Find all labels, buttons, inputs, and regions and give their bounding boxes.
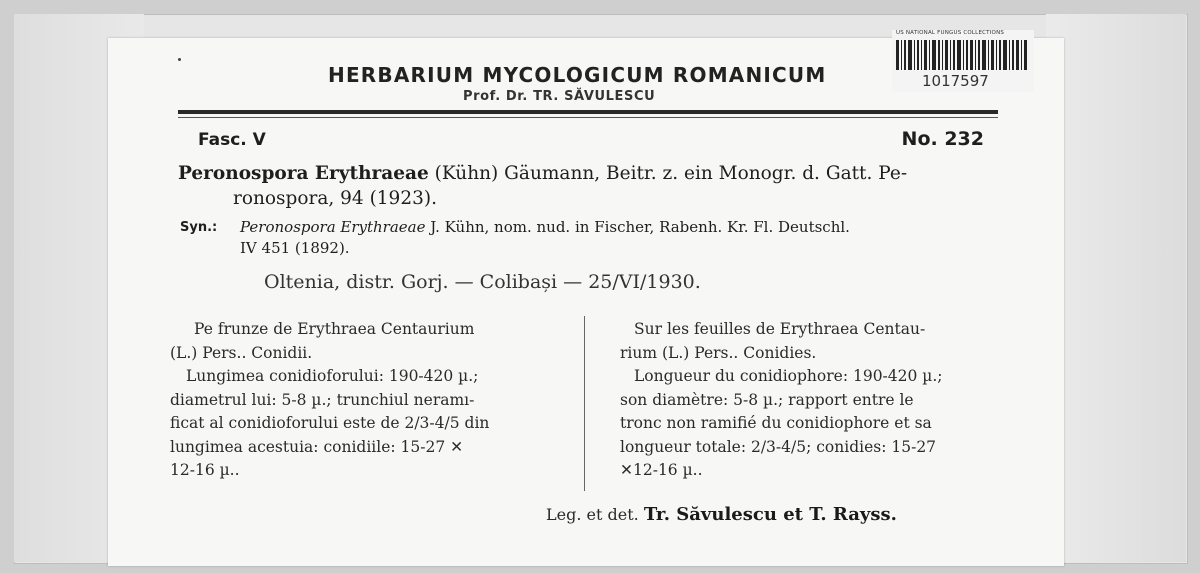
synonym-label: Syn.: [180,220,218,235]
description-line: Lungimea conidioforului: 190-420 µ.; [186,367,479,385]
collector-prefix: Leg. et det. [546,505,639,524]
fascicle-number: Fasc. V [198,130,266,150]
collection-locality: Oltenia, distr. Gorj. — Colibași — 25/VI/1930. [264,271,701,293]
synonym-name: Peronospora Erythraeae [240,218,426,236]
synonym-line [240,218,850,236]
species-citation [178,163,907,184]
description-line: rium (L.) Pers.. Conidies. [620,343,817,362]
description-line: diametrul lui: 5-8 µ.; trunchiul neramı- [170,390,475,409]
header-rule-thin [178,117,998,118]
species-citation-line1: (Kühn) Gäumann, Beitr. z. ein Monogr. d. Gatt. Pe- [434,163,908,184]
barcode-label [892,30,1034,92]
description-line: (L.) Pers.. Conidii. [170,343,313,362]
description-line: lungimea acestuia: conidiile: 15-27 ✕ [170,437,464,456]
description-line: ficat al conidioforului este de 2/3-4/5 din [170,414,490,432]
description-line: ✕12-16 µ.. [620,461,703,479]
synonym-reference: J. Kühn, nom. nud. in Fischer, Rabenh. Kr. Fl. Deutschl. [430,218,850,236]
description-french [620,318,943,483]
herbarium-label [108,38,1064,566]
synonym-line2: IV 451 (1892). [240,239,350,257]
description-romanian [170,318,489,483]
column-divider [584,316,585,491]
herbarium-curator: Prof. Dr. TR. SĂVULESCU [463,89,656,104]
description-line: Longueur du conidiophore: 190-420 µ.; [634,367,943,385]
envelope-fold-right [1046,14,1186,562]
barcode-number: 1017597 [922,72,989,90]
description-line: Pe frunze de Erythraea Centaurium [194,320,475,338]
description-line: tronc non ramifié du conidiophore et sa [620,414,932,432]
description-line: longueur totale: 2/3-4/5; conidies: 15-27 [620,437,937,456]
paper-speck [178,58,181,61]
specimen-number: No. 232 [901,128,984,150]
herbarium-title: HERBARIUM MYCOLOGICUM ROMANICUM [328,63,827,87]
species-name: Peronospora Erythraeae [178,163,429,184]
collector-names: Tr. Săvulescu et T. Rayss. [643,504,897,525]
barcode-heading: US NATIONAL FUNGUS COLLECTIONS [896,30,1005,36]
collector-line [546,504,897,525]
description-line: 12-16 µ.. [170,461,240,479]
description-line: son diamètre: 5-8 µ.; rapport entre le [620,390,914,409]
barcode-icon [896,40,1030,70]
species-citation-line2: ronospora, 94 (1923). [233,188,437,209]
header-rule-thick [178,110,998,114]
description-line: Sur les feuilles de Erythraea Centau- [634,320,926,338]
